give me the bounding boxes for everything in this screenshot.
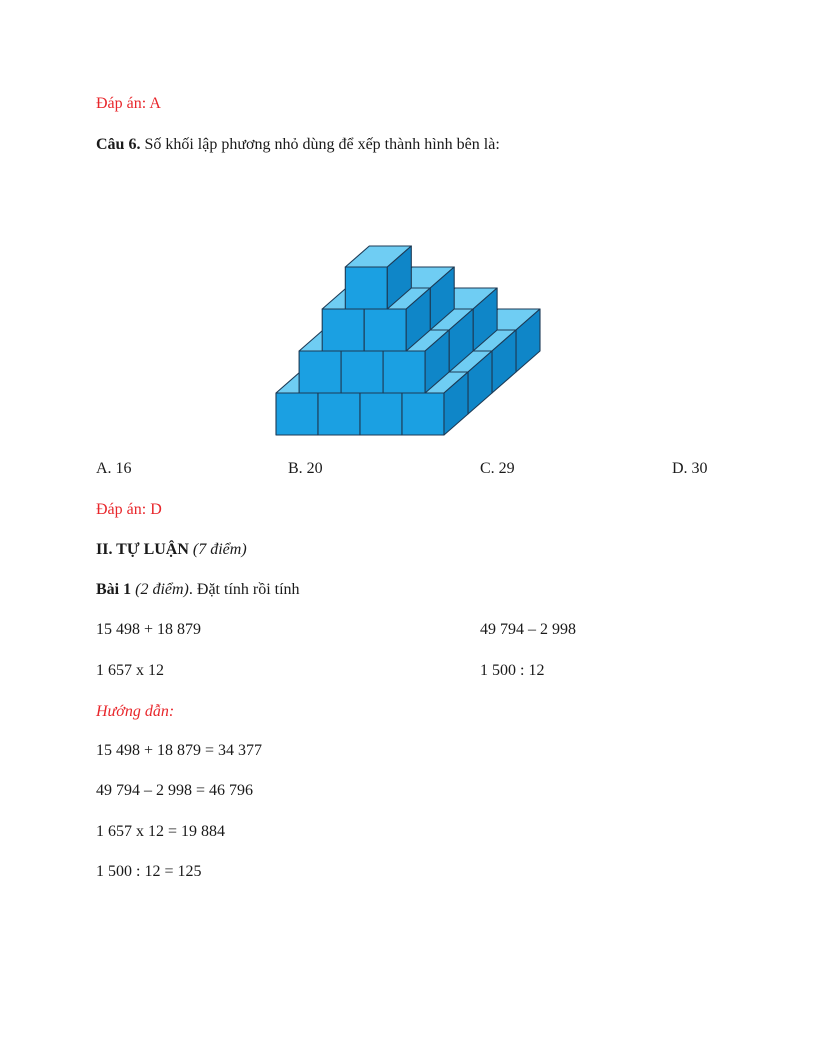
section-2-title: II. TỰ LUẬN [96, 541, 189, 558]
exercise-1-heading [96, 580, 300, 600]
solution-4: 1 500 : 12 = 125 [96, 863, 202, 880]
section-2-heading [96, 540, 247, 560]
guide-label: Hướng dẫn: [96, 703, 175, 720]
cube-face [322, 309, 364, 351]
exercise-1-instruction: . Đặt tính rồi tính [188, 581, 300, 598]
problem-4: 1 500 : 12 [480, 662, 545, 679]
question-6 [96, 135, 500, 155]
solution-2: 49 794 – 2 998 = 46 796 [96, 782, 254, 799]
previous-answer: Đáp án: A [96, 95, 161, 112]
cube-face [276, 393, 318, 435]
question-6-label: Câu 6. [96, 136, 141, 153]
cube-face [402, 393, 444, 435]
solution-3: 1 657 x 12 = 19 884 [96, 823, 226, 840]
solution-1: 15 498 + 18 879 = 34 377 [96, 742, 263, 759]
cube-face [383, 351, 425, 393]
cube-face [299, 351, 341, 393]
problem-2: 49 794 – 2 998 [480, 621, 576, 638]
option-a: A. 16 [96, 460, 132, 477]
section-2-points: (7 điểm) [188, 541, 247, 558]
problem-1: 15 498 + 18 879 [96, 621, 202, 638]
cube-face [360, 393, 402, 435]
cube-face [345, 267, 387, 309]
cube-face [364, 309, 406, 351]
cube-stack-figure [266, 180, 556, 442]
option-c: C. 29 [480, 460, 515, 477]
question-6-answer: Đáp án: D [96, 501, 162, 518]
exercise-1-label: Bài 1 [96, 581, 132, 598]
problem-3: 1 657 x 12 [96, 662, 164, 679]
question-6-text: Số khối lập phương nhỏ dùng để xếp thành hình bên là: [140, 136, 500, 153]
cube-face [318, 393, 360, 435]
option-b: B. 20 [288, 460, 323, 477]
option-d: D. 30 [672, 460, 708, 477]
exercise-1-points: (2 điểm) [131, 581, 189, 598]
cube-face [341, 351, 383, 393]
